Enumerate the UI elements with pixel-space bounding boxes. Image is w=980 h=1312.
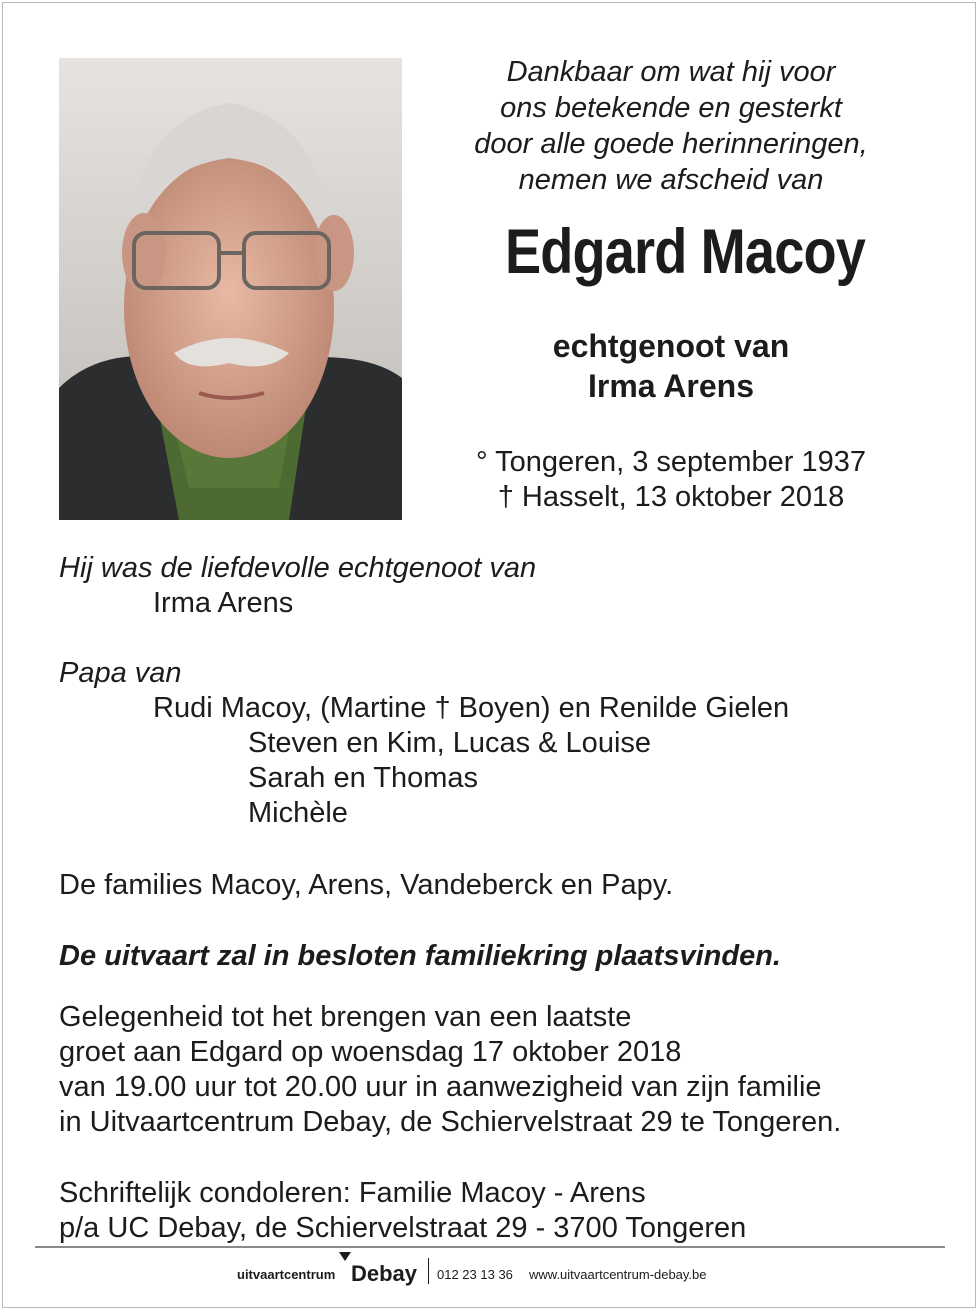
footer-divider (35, 1246, 945, 1248)
spouse-block-name: Irma Arens (153, 587, 294, 619)
spouse-block-intro: Hij was de liefdevolle echtgenoot van (59, 552, 537, 584)
intro-line: nemen we afscheid van (518, 164, 824, 196)
spouse-label: echtgenoot van (552, 328, 790, 364)
spouse-block (59, 551, 959, 621)
intro-text (440, 54, 902, 198)
visitation-line: Gelegenheid tot het brengen van een laatste (59, 1001, 632, 1033)
children-block-intro: Papa van (59, 657, 182, 689)
children-block (59, 656, 959, 831)
visitation-line: van 19.00 uur tot 20.00 uur in aanwezigheid van zijn familie (59, 1071, 822, 1103)
families-line: De families Macoy, Arens, Vandeberck en Papy. (59, 869, 674, 901)
footer-label: uitvaartcentrum (237, 1267, 336, 1282)
intro-line: door alle goede herinneringen, (474, 128, 868, 160)
grandchild-line: Steven en Kim, Lucas & Louise (248, 727, 652, 759)
condolences-block (59, 1176, 959, 1246)
visitation-line: in Uitvaartcentrum Debay, de Schiervelstraat 29 te Tongeren. (59, 1106, 842, 1138)
life-dates (440, 445, 902, 515)
child-line: Rudi Macoy, (Martine † Boyen) en Renilde Gielen (153, 692, 790, 724)
death-date: † Hasselt, 13 oktober 2018 (497, 481, 845, 513)
condolences-line: Schriftelijk condoleren: Familie Macoy - Arens (59, 1177, 646, 1209)
spouse-name: Irma Arens (588, 368, 754, 404)
portrait-illustration (59, 58, 402, 520)
deceased-name: Edgard Macoy (504, 217, 865, 287)
grandchild-line: Michèle (248, 797, 348, 829)
intro-line: ons betekende en gesterkt (500, 92, 842, 124)
intro-line: Dankbaar om wat hij voor (506, 56, 836, 88)
logo-triangle-icon (339, 1252, 351, 1261)
visitation-line: groet aan Edgard op woensdag 17 oktober 2018 (59, 1036, 682, 1068)
funeral-notice: De uitvaart zal in besloten familiekring plaatsvinden. (59, 940, 781, 972)
birth-date: ° Tongeren, 3 september 1937 (476, 446, 866, 478)
portrait-photo (59, 58, 402, 520)
condolences-line: p/a UC Debay, de Schiervelstraat 29 - 3700 Tongeren (59, 1212, 747, 1244)
spouse-header (440, 326, 902, 406)
visitation-block (59, 1000, 959, 1140)
footer-brand: Debay (351, 1261, 418, 1286)
footer-separator (428, 1258, 429, 1284)
grandchild-line: Sarah en Thomas (248, 762, 478, 794)
footer-phone: 012 23 13 36 (437, 1267, 513, 1282)
footer-website: www.uitvaartcentrum-debay.be (529, 1267, 707, 1282)
